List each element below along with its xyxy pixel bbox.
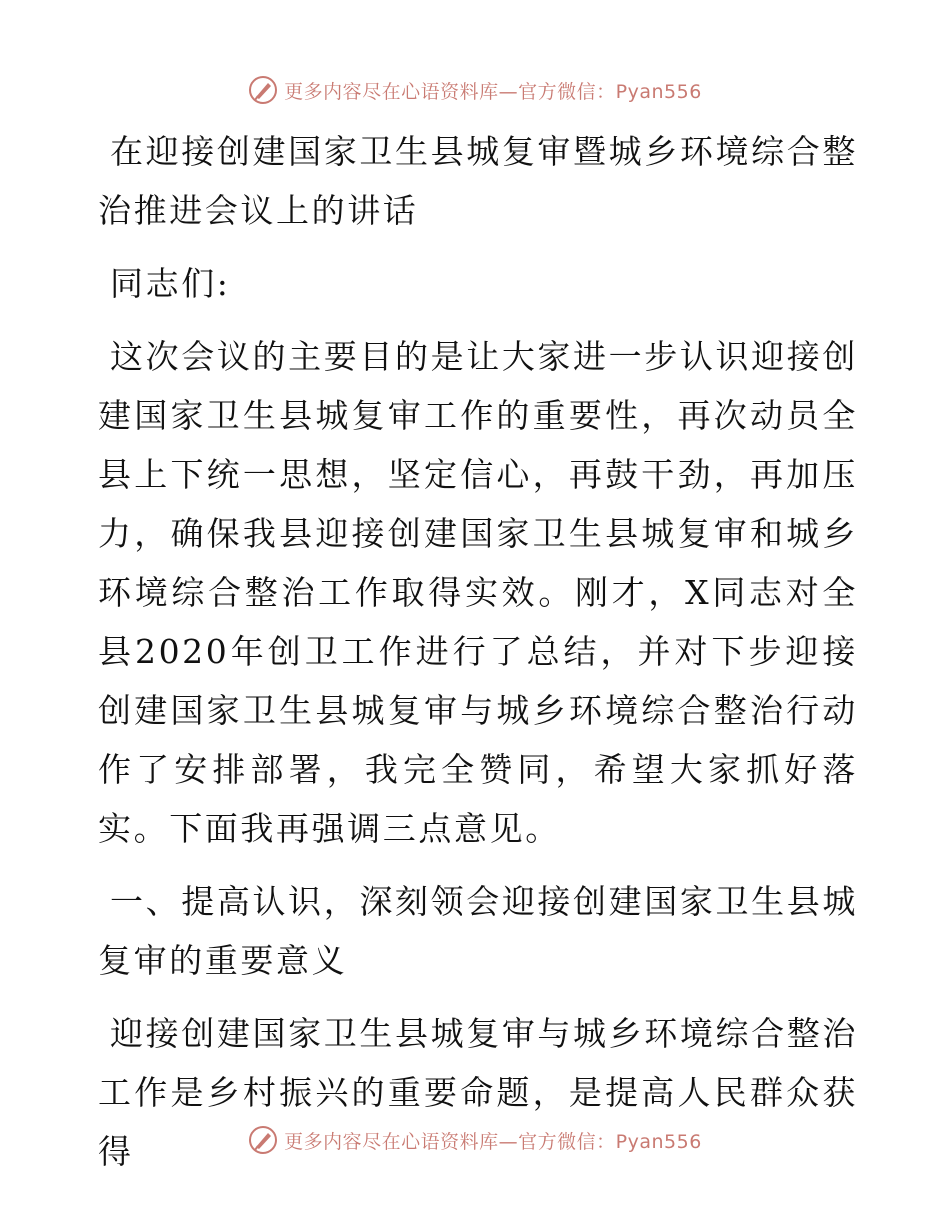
document-body (98, 122, 858, 1181)
header-banner-text: 更多内容尽在心语资料库—官方微信：Pyan556 (284, 80, 702, 103)
quill-pen-logo-icon (248, 1125, 278, 1155)
section-paragraph: 迎接创建国家卫生县城复审与城乡环境综合整治工作是乡村振兴的重要命题，是提高人民群众获得 (98, 1014, 858, 1171)
quill-pen-logo-icon (248, 75, 278, 105)
body-paragraph: 这次会议的主要目的是让大家进一步认识迎接创建国家卫生县城复审工作的重要性，再次动员全县上下统一思想，坚定信心，再鼓干劲，再加压力，确保我县迎接创建国家卫生县城复审和城乡环境综合整治工作取得实效。刚才，X同志对全县2020年创卫工作进行了总结，并对下步迎接创建国家卫生县城复审与城乡环境综合整治行动作了安排部署，我完全赞同，希望大家抓好落实。下面我再强调三点意见。 (98, 337, 858, 848)
document-title: 在迎接创建国家卫生县城复审暨城乡环境综合整治推进会议上的讲话 (98, 132, 858, 230)
section-heading: 一、提高认识，深刻领会迎接创建国家卫生县城复审的重要意义 (98, 882, 858, 980)
footer-banner (0, 1120, 950, 1160)
header-banner (0, 70, 950, 110)
salutation: 同志们: (110, 264, 231, 303)
footer-banner-text: 更多内容尽在心语资料库—官方微信：Pyan556 (284, 1130, 702, 1153)
